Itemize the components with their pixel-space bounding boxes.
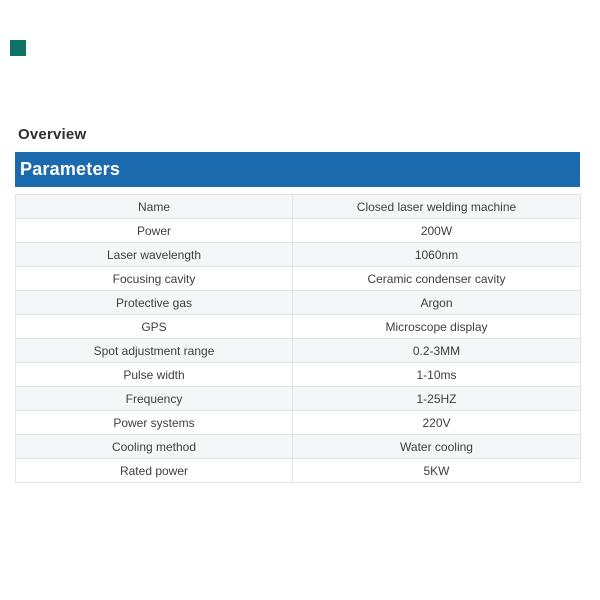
overview-heading: Overview [18,126,87,143]
parameters-header-label: Parameters [20,159,121,179]
param-label-cell: Rated power [16,459,293,483]
table-row [16,195,581,219]
param-value-cell: Ceramic condenser cavity [293,267,581,291]
param-value-cell: 200W [293,219,581,243]
param-label-cell: Cooling method [16,435,293,459]
param-label-cell: Power systems [16,411,293,435]
param-value-cell: Argon [293,291,581,315]
param-label-cell: Name [16,195,293,219]
param-value-cell: Water cooling [293,435,581,459]
table-row [16,411,581,435]
table-row [16,219,581,243]
table-row [16,459,581,483]
param-label-cell: Power [16,219,293,243]
parameters-table [15,194,581,483]
param-label-cell: Focusing cavity [16,267,293,291]
table-row [16,387,581,411]
param-label-cell: GPS [16,315,293,339]
param-label-cell: Frequency [16,387,293,411]
table-row [16,243,581,267]
table-row [16,363,581,387]
table-row [16,435,581,459]
table-row [16,267,581,291]
table-row [16,291,581,315]
param-label-cell: Protective gas [16,291,293,315]
param-value-cell: 1060nm [293,243,581,267]
param-value-cell: Closed laser welding machine [293,195,581,219]
param-label-cell: Spot adjustment range [16,339,293,363]
param-value-cell: Microscope display [293,315,581,339]
param-value-cell: 1-25HZ [293,387,581,411]
param-value-cell: 1-10ms [293,363,581,387]
table-row [16,315,581,339]
brand-accent-square [10,40,26,56]
param-label-cell: Laser wavelength [16,243,293,267]
param-value-cell: 5KW [293,459,581,483]
param-value-cell: 220V [293,411,581,435]
table-row [16,339,581,363]
param-value-cell: 0.2-3MM [293,339,581,363]
param-label-cell: Pulse width [16,363,293,387]
parameters-header-bar [15,152,580,187]
